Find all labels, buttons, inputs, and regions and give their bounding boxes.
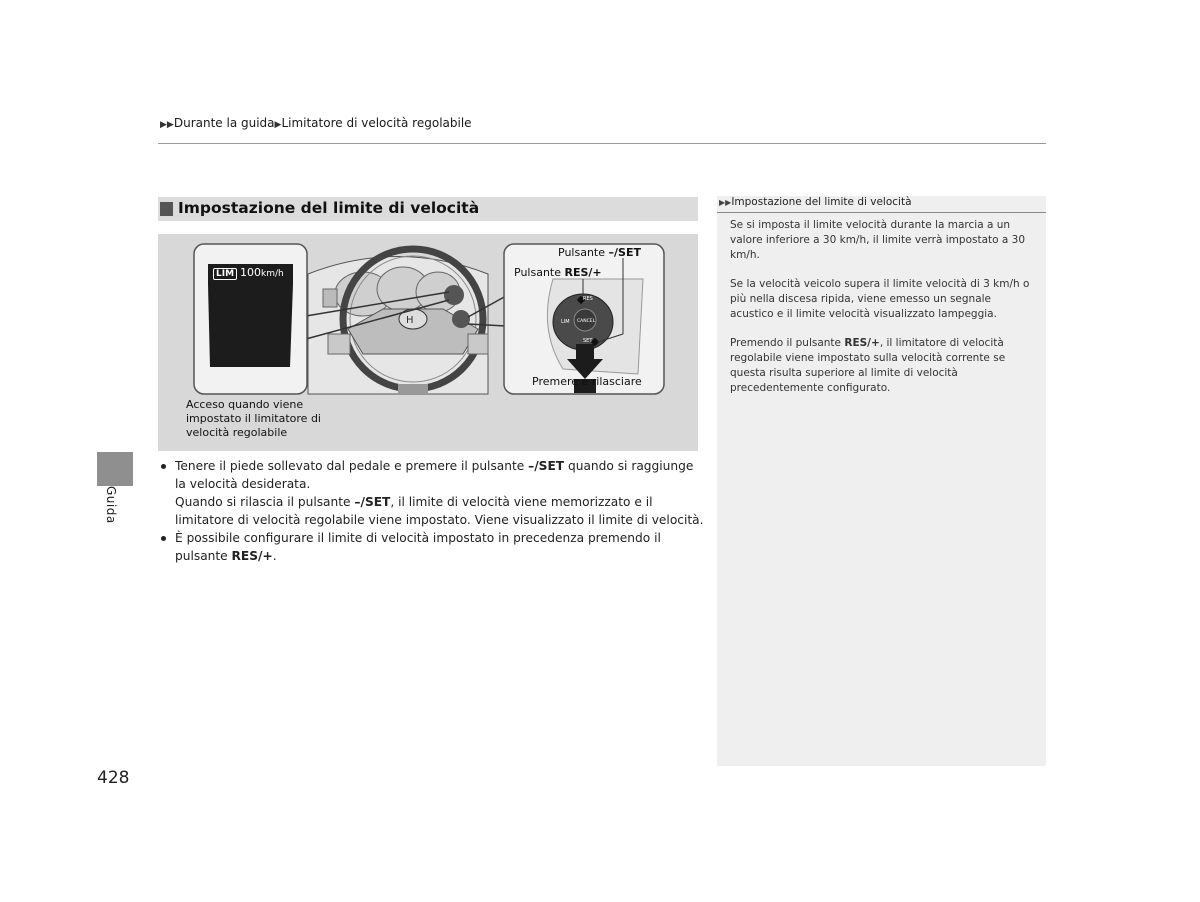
bullet2-res-button: RES/+ bbox=[231, 549, 273, 563]
breadcrumb-arrow-icon: ▶▶ bbox=[160, 120, 174, 130]
note-title: Impostazione del limite di velocità bbox=[731, 196, 912, 208]
header-divider bbox=[158, 143, 1046, 144]
note-body bbox=[730, 218, 1035, 410]
speed-unit: km/h bbox=[261, 269, 284, 279]
breadcrumb-arrow-icon: ▶ bbox=[274, 120, 282, 130]
note-p3-res-button: RES/+ bbox=[844, 337, 880, 349]
breadcrumb bbox=[160, 116, 472, 130]
chapter-tab[interactable] bbox=[97, 452, 133, 486]
breadcrumb-page[interactable]: Limitatore di velocità regolabile bbox=[281, 116, 472, 130]
page-number: 428 bbox=[97, 768, 130, 788]
speed-value: 100 bbox=[240, 266, 262, 279]
callout-res-button bbox=[514, 266, 602, 279]
svg-text:H: H bbox=[406, 315, 414, 326]
note-panel bbox=[717, 196, 1046, 766]
callout-set-prefix: Pulsante bbox=[558, 246, 609, 259]
section-square-icon bbox=[160, 202, 173, 216]
note-p3-text-c: , il limitatore di velocità regolabile viene impostato sulla velocità corrente se questa risulta superiore al limite di velocità precedentemente configurato. bbox=[730, 337, 1006, 394]
callout-res-name: RES/+ bbox=[564, 266, 602, 279]
breadcrumb-section[interactable]: Durante la guida bbox=[173, 116, 275, 130]
cancel-switch-label: CANCEL bbox=[577, 319, 596, 324]
callout-set-name: –/SET bbox=[608, 246, 641, 259]
note-paragraph-2: Se la velocità veicolo supera il limite velocità di 3 km/h o più nella discesa ripida, viene emesso un segnale acustico e il limite velocità visualizzato lampeggia. bbox=[730, 278, 1030, 320]
bullet1-text-d: Quando si rilascia il pulsante bbox=[175, 495, 355, 509]
section-title: Impostazione del limite di velocità bbox=[178, 199, 480, 217]
lim-badge: LIM bbox=[213, 268, 237, 280]
callout-press-release: Premere e rilasciare bbox=[532, 375, 642, 388]
callout-set-button bbox=[558, 246, 641, 259]
callout-res-prefix: Pulsante bbox=[514, 266, 565, 279]
note-reference-icon: ▶▶ bbox=[719, 198, 732, 207]
instruction-bullet-2 bbox=[160, 529, 705, 565]
bullet2-text-c: . bbox=[272, 549, 277, 563]
bullet1-set-button-2: –/SET bbox=[354, 495, 391, 509]
note-paragraph-1: Se si imposta il limite velocità durante la marcia a un valore inferiore a 30 km/h, il limite verrà impostato a 30 km/h. bbox=[730, 219, 1026, 261]
set-switch-label: SET bbox=[583, 338, 593, 344]
bullet1-text-c: quando si raggiunge la velocità desiderata. bbox=[175, 459, 694, 491]
steering-wheel-drawing bbox=[308, 249, 488, 394]
lim-switch-label: LIM bbox=[561, 319, 570, 325]
instructions bbox=[160, 457, 705, 565]
note-p3-text-a: Premendo il pulsante bbox=[730, 337, 845, 349]
bullet1-set-button: –/SET bbox=[528, 459, 565, 473]
bullet1-text-a: Tenere il piede sollevato dal pedale e premere il pulsante bbox=[175, 459, 529, 473]
note-header bbox=[717, 196, 1046, 213]
instruction-bullet-1 bbox=[160, 457, 705, 529]
speed-limit-readout bbox=[213, 266, 284, 280]
res-switch-label: RES bbox=[583, 296, 593, 302]
chapter-label: Guida bbox=[104, 486, 118, 524]
section-heading bbox=[158, 197, 698, 221]
display-caption: Acceso quando viene impostato il limitatore di velocità regolabile bbox=[186, 398, 321, 439]
bullet1-text-f: , il limite di velocità viene memorizzato e il limitatore di velocità regolabile viene impostato. Viene visualizzato il limite di velocità. bbox=[175, 495, 704, 527]
bullet2-text-a: È possibile configurare il limite di velocità impostato in precedenza premendo il pulsante bbox=[175, 531, 661, 563]
note-paragraph-3 bbox=[730, 336, 1035, 396]
